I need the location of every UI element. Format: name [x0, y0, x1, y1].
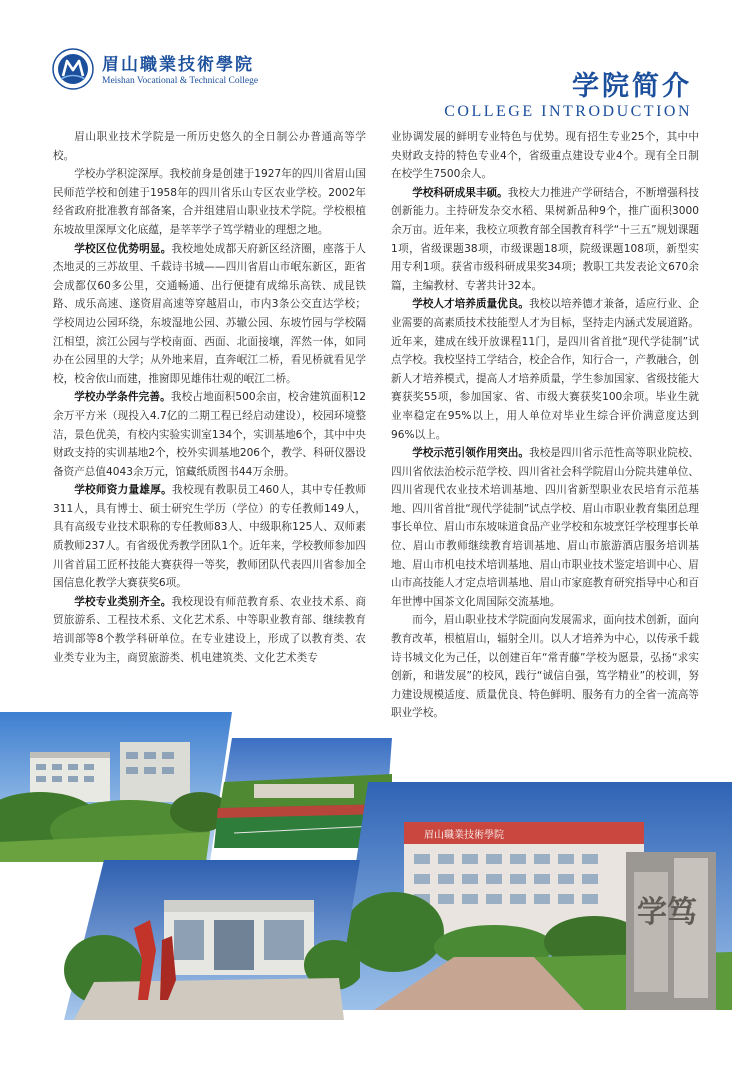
location-text: 我校地处成都天府新区经济圈，座落于人杰地灵的三苏故里、千载诗书城——四川省眉山市岷东新区，距省会成都仅60多公里，交通畅通、出行便捷有成绵乐高铁、成昆铁路、成乐高速、遂资眉高速等穿越眉山，市内3条公交直达学校；学校周边公园环绕，东坡湿地公园、苏辙公园、东坡竹园与学校隔江相望，滨江公园与学校南面、西面、北面接壤，浑然一体，如同办在公园里的大学；从外地来眉，直奔岷江二桥，看见桥就看见学校，校舍依山而建，推窗即见雄伟壮观的岷江二桥。 — [53, 242, 367, 385]
faculty-heading: 学校师资力量雄厚。 — [74, 484, 172, 497]
location-heading: 学校区位优势明显。 — [74, 242, 172, 255]
sculpture-characters: 学笃 — [637, 895, 697, 930]
majors-heading: 学校专业类别齐全。 — [74, 595, 172, 608]
logo-chinese-name: 眉山職業技術學院 — [102, 55, 254, 75]
right-text-column — [391, 128, 699, 723]
building-sign-text: 眉山職業技術學院 — [424, 830, 504, 841]
logo-english-name: Meishan Vocational & Technical College — [102, 76, 259, 86]
history-paragraph: 学校办学积淀深厚。我校前身是创建于1927年的四川省眉山国民师范学校和创建于1958年的四川省乐山专区农业学校。2002年经省政府批准教育部备案，合并组建眉山职业技术学院。学校根植东坡故里深厚文化底蕴，是莘莘学子笃学精业的理想之地。 — [53, 168, 366, 236]
demonstration-heading: 学校示范引领作用突出。 — [412, 447, 530, 460]
majors-text: 我校现设有师范教育系、农业技术系、商贸旅游系、工程技术系、文化艺术系、中等职业教育部、继续教育培训部等8个教学科研单位。在专业建设上，形成了以教育类、农业类专业为主，商贸旅游类、机电建筑类、文化艺术类专 — [53, 595, 367, 664]
research-heading: 学校科研成果丰硕。 — [412, 186, 508, 199]
main-building-photo — [334, 782, 732, 1010]
faculty-paragraph — [53, 481, 366, 593]
majors-continued-paragraph: 业协调发展的鲜明专业特色与优势。现有招生专业25个，其中中央财政支持的特色专业4个，省级重点建设专业4个。现有全日制在校学生7500余人。 — [391, 131, 699, 181]
majors-paragraph — [53, 593, 366, 667]
research-paragraph — [391, 184, 699, 296]
intro-paragraph: 眉山职业技术学院是一所历史悠久的全日制公办普通高等学校。 — [53, 131, 366, 162]
college-logo — [52, 44, 282, 100]
demonstration-text: 我校是四川省示范性高等职业院校、四川省依法治校示范学校、四川省社会科学院眉山分院共建单位、四川省现代农业技术培训基地、四川省新型职业农民培育示范基地、四川省首批“现代学徒制”试点学校、眉山市职业教育集团总理事长单位、眉山市东坡味道食品产业学校和东坡烹饪学校理事长单位、眉山市教师继续教育培训基地、眉山市旅游酒店服务培训基地、眉山市机电技术培训基地、眉山市职业技术鉴定培训中心、眉山市高技能人才定点培训基地、眉山市家庭教育研究指导中心和百年世博中国茶文化周国际交流基地。 — [391, 447, 700, 608]
location-paragraph — [53, 240, 366, 389]
modern-building-photo — [64, 860, 360, 1020]
talent-text: 我校以培养德才兼备，适应行业、企业需要的高素质技术技能型人才为目标，坚持走内涵式发展道路。近年来，建成在线开放课程11门，是四川省首批“现代学徒制”试点学校。我校坚持工学结合，校企合作，知行合一，产教融合，创新人才培养模式，提高人才培养质量，学生参加国家、省级技能大赛获奖55项，参加国家、省、市级大赛获奖100余项。毕业生就业率稳定在95%以上，用人单位对毕业生综合评价满意度达到96%以上。 — [391, 298, 700, 441]
conditions-text: 我校占地面积500余亩，校舍建筑面积12余万平方米（现投入4.7亿的二期工程已经启动建设），校园环境整洁，景色优美，有校内实验实训室134个，实训基地6个，其中中央财政支持的实训基地2个，校外实训基地206个，教学、科研仪器设备资产总值4043余万元，馆藏纸质图书44万余册。 — [53, 391, 366, 478]
research-text: 我校大力推进产学研结合，不断增强科技创新能力。主持研发杂交水稻、果树新品种9个，推广面积3000余万亩。近年来，我校立项教育部全国教育科学“十三五”规划课题1项，省级课题38项，市级课题18项，院级课题108项，新型实用专利1项。获省市级科研成果奖34项；教职工共发表论文670余篇，主编教材、专著共计32本。 — [391, 186, 700, 292]
demonstration-paragraph — [391, 444, 699, 611]
faculty-text: 我校现有教职员工460人，其中专任教师311人，具有博士、硕士研究生学历（学位）的专任教师149人，具有高级专业技术职称的专任教师83人、中级职称125人、双师素质教师237人。有省级优秀教学团队1个。近年来，学校教师参加四川省首届工匠杯技能大赛获得一等奖，教师团队代表四川省参加全国信息化教学大赛获奖6项。 — [53, 484, 367, 590]
left-text-column — [53, 128, 366, 667]
page-subtitle: COLLEGE INTRODUCTION — [444, 103, 692, 120]
page-title: 学院简介 — [572, 71, 692, 102]
conditions-paragraph — [53, 388, 366, 481]
conditions-heading: 学校办学条件完善。 — [74, 391, 171, 404]
talent-paragraph — [391, 295, 699, 444]
college-emblem-icon — [52, 48, 94, 90]
talent-heading: 学校人才培养质量优良。 — [412, 298, 530, 311]
campus-hill-photo — [0, 712, 232, 862]
closing-paragraph: 而今，眉山职业技术学院面向发展需求，面向技术创新，面向教育改革，根植眉山，辐射全川。以人才培养为中心，以传承千载诗书城文化为己任，以创建百年“常青藤”学校为愿景，弘扬“求实创新，和谐发展”的校风，践行“诚信自强，笃学精业”的校训，努力建设规模适度、质量优良、特色鲜明、服务有力的全省一流高等职业学校。 — [391, 614, 699, 720]
